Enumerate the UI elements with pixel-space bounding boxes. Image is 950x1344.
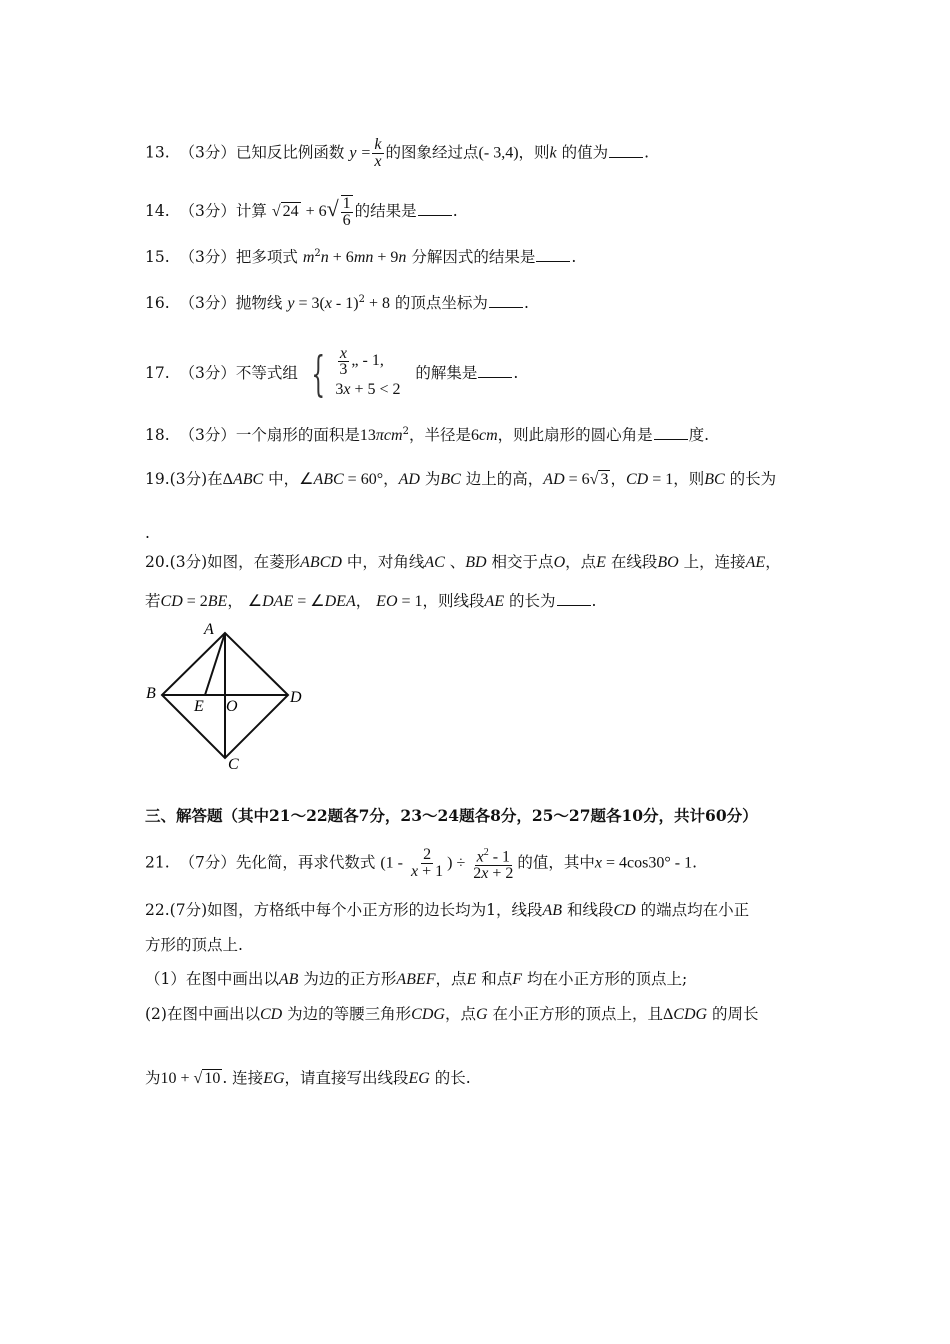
question-19-cont: . [145,524,150,542]
question-18: 18. （3分）一个扇形的面积是13πcm$^2$，半径是6cm，则此扇形的圆心角是 度. [145,426,710,445]
question-19: 19.(3分)在ΔABC 中，∠ABC = 60°，AD 为BC 边上的高，AD = 6√ 3 ，CD = 1，则BC 的长为 [145,470,777,488]
question-16: 16. （3分）抛物线 y = 3(x - 1)$^2$ + 8 的顶点坐标为 . [145,294,529,313]
question-22-part2: (2)在图中画出以CD 为边的等腰三角形CDG，点G 在小正方形的顶点上，且ΔCDG 的周长 [145,1005,759,1023]
rhombus-figure [142,618,312,773]
question-21: 21. （7分）先化简，再求代数式 (1 - $\frac{2}{x + 1}$ ) ÷ $\frac{x^2 - 1}{2x + 2}$ 的值，其中x = 4cos30° - 1. [145,846,698,883]
answer-blank [557,591,591,606]
label-o: O [226,698,238,715]
section-heading: 三、解答题（其中21～22题各7分，23～24题各8分，25～27题各10分，共计60分） [145,806,758,825]
question-15: 15. （3分）把多项式 $m^2n + 6mn + 9n$ 分解因式的结果是 . [145,248,577,267]
question-14: 14. （3分）计算 √ 24 + 6√ $\frac{1}{6}$ 的结果是 . [145,195,458,229]
question-22: 22.(7分)如图，方格纸中每个小正方形的边长均为1，线段AB 和线段CD 的端点均在小正 [145,901,750,919]
answer-blank [654,425,688,440]
inequality-system: { $\frac{x}{3}$ „ - 1, 3x + 5 < 2 [311,344,401,402]
question-20: 20.(3分)如图，在菱形ABCD 中，对角线AC 、BD 相交于点O，点E 在线段BO 上，连接AE， [145,553,781,571]
label-e: E [194,698,204,715]
answer-blank [478,363,512,378]
question-22-line2: 方形的顶点上. [145,936,243,954]
question-20-line2: 若CD = 2BE， ∠DAE = ∠DEA， EO = 1，则线段AE 的长为 . [145,592,597,610]
question-22-part2-cont: 为10 + √ 10 . 连接EG，请直接写出线段EG 的长. [145,1069,471,1087]
label-b: B [146,685,156,702]
answer-blank [489,293,523,308]
question-17: 17. （3分）不等式组 { $\frac{x}{3}$ „ - 1, 3x + 5 < 2 的解集是 . [145,344,519,402]
question-13: 13. （3分）已知反比例函数 y = $\frac{k}{x}$ 的图象经过点(- 3,4)，则k 的值为 . [145,136,650,170]
label-d: D [290,689,302,706]
label-c: C [228,756,239,773]
question-22-part1: （1）在图中画出以AB 为边的正方形ABEF，点E 和点F 均在小正方形的顶点上; [145,970,688,988]
answer-blank [609,143,643,158]
label-a: A [204,621,214,638]
answer-blank [536,247,570,262]
answer-blank [418,201,452,216]
